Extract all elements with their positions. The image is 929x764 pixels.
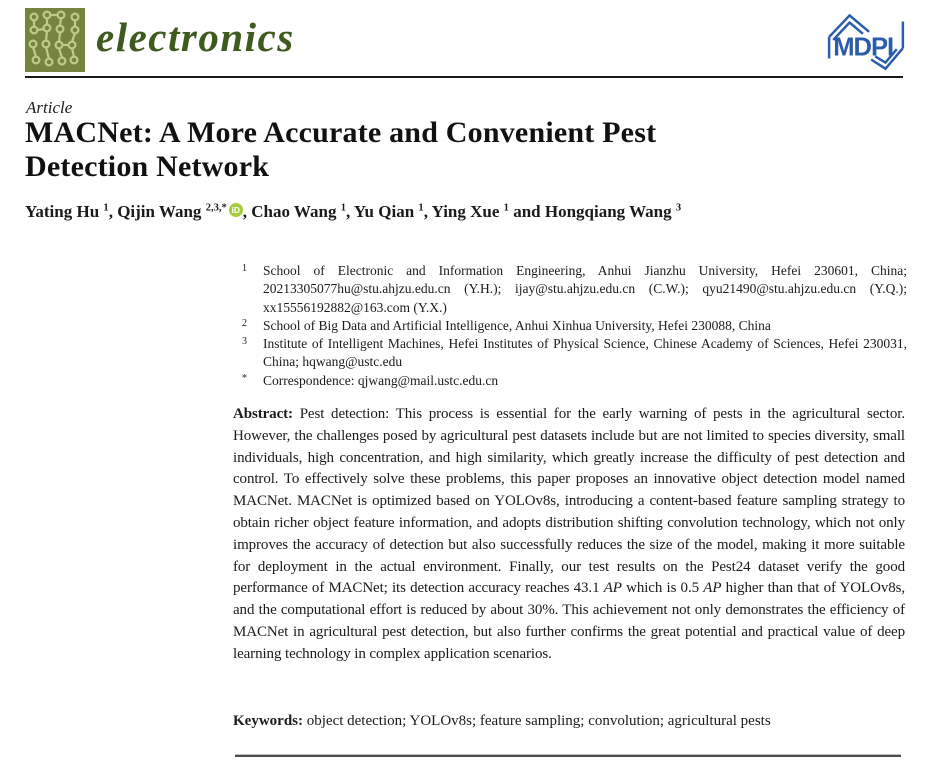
abstract-separator-rule (235, 754, 901, 757)
affiliation-item (235, 262, 907, 317)
orcid-icon[interactable]: iD (229, 203, 243, 217)
abstract-text: Pest detection: This process is essential for the early warning of pests in the agricultural sector. However, the challenges posed by agricultural pest datasets include but are not limited to species diversity, small individuals, high concentration, and high similarity, which greatly increase the difficulty of pest detection and control. To effectively solve these problems, this paper proposes an innovative object detection model named MACNet. MACNet is optimized based on YOLOv8s, introducing a content-based feature sampling strategy to obtain richer object feature information, and adopts distribution shifting convolution technology, which not only improves the accuracy of detection but also successfully reduces the size of the model, making it more suitable for deployment in the actual environment. Finally, our test results on the Pest24 dataset verify the good performance of MACNet; its detection accuracy reaches 43.1 AP which is 0.5 AP higher than that of YOLOv8s, and the computational effort is reduced by about 30%. This achievement not only demonstrates the efficiency of MACNet in agricultural pest detection, but also further confirms the great potential and practical value of deep learning technology in complex application scenarios. (233, 406, 906, 662)
author: Yating Hu $^1$ (25, 202, 109, 221)
author: Qijin Wang $^{2,3,*}$ iD (117, 202, 243, 221)
journal-name: electronics (96, 14, 295, 60)
affiliation-item (235, 317, 907, 335)
affiliation-marker: 3 (242, 336, 247, 348)
affiliation-text: Institute of Intelligent Machines, Hefei Institutes of Physical Science, Chinese Academy of Sciences, Hefei 230031, China; hqwang@ustc.edu (263, 336, 907, 370)
authors-line: Yating Hu $^1$, Qijin Wang $^{2,3,*}$ iD , Chao Wang $^1$, Yu Qian $^1$, Ying Xue $^1$ and Hongqiang Wang $^3$ (25, 202, 682, 221)
mdpi-logo[interactable] (825, 9, 907, 71)
circuit-board-icon (25, 8, 85, 72)
affiliation-marker: * (242, 372, 247, 384)
affiliation-item (235, 372, 907, 390)
affiliation-item (235, 335, 907, 372)
keywords-label: Keywords: (233, 713, 303, 729)
affiliation-marker: 2 (242, 317, 247, 329)
affiliation-marker: 1 (242, 263, 247, 274)
author: Yu Qian $^1$ (353, 202, 424, 221)
header-rule (25, 76, 903, 78)
mdpi-label: MDPI (833, 33, 894, 62)
electronics-journal-logo[interactable] (25, 8, 85, 72)
author: Chao Wang $^1$ (251, 202, 346, 221)
affiliation-text: School of Big Data and Artificial Intelligence, Anhui Xinhua University, Hefei 230088, China (263, 317, 771, 333)
author: Ying Xue $^1$ (431, 202, 509, 221)
affiliations (235, 262, 907, 390)
keywords (233, 711, 905, 731)
keywords-text: object detection; YOLOv8s; feature sampling; convolution; agricultural pests (306, 713, 771, 729)
article-type-label: Article (26, 98, 73, 117)
affiliation-text: School of Electronic and Information Engineering, Anhui Jianzhu University, Hefei 230601, China; 20213305077hu@stu.ahjzu.edu.cn (Y.H.); ijay@stu.ahjzu.edu.cn (C.W.); qyu21490@stu.ahjzu.edu.cn (Y.Q.); xx15556192882@163.com (Y.X.) (263, 263, 907, 315)
author: Hongqiang Wang $^3$ (544, 202, 682, 221)
affiliation-text: Correspondence: qjwang@mail.ustc.edu.cn (263, 372, 499, 388)
abstract-label: Abstract: (233, 406, 293, 422)
abstract (233, 404, 905, 666)
paper-title: MACNet: A More Accurate and Convenient Pest Detection Network (25, 116, 657, 183)
